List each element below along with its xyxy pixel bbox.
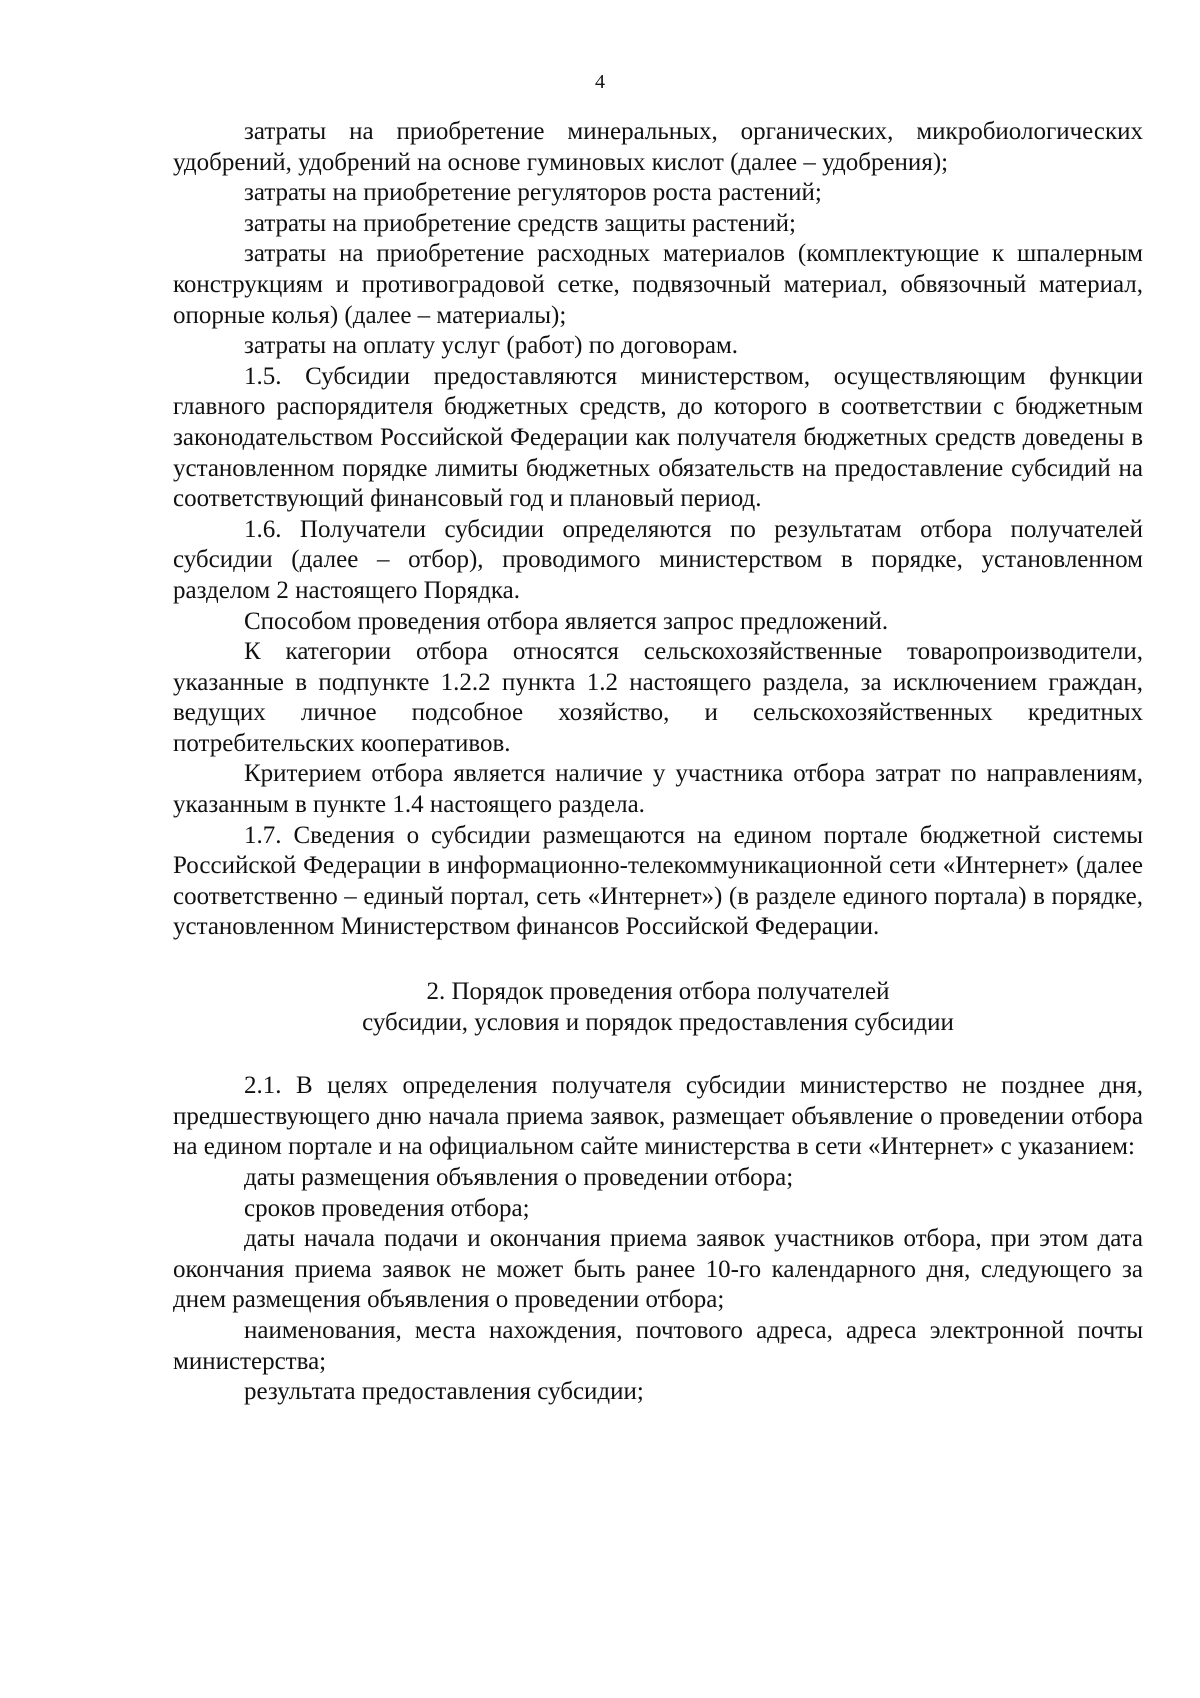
paragraph-plant-protection-costs: затраты на приобретение средств защиты растений; <box>244 209 796 237</box>
list-item-ministry-contacts: наименования, места нахождения, почтового адреса, адреса электронной почты министерства; <box>173 1316 1143 1375</box>
paragraph-1-6: 1.6. Получатели субсидии определяются по результатам отбора получателей субсидии (далее – отбор), проводимого министерством в порядке, установленном разделом 2 настоящего Порядка. <box>173 515 1143 604</box>
section-2-heading-line-1: 2. Порядок проведения отбора получателей <box>426 978 890 1006</box>
section-2-heading <box>173 977 1143 1038</box>
list-item-selection-terms: сроков проведения отбора; <box>244 1194 530 1222</box>
document-body <box>173 117 1143 1408</box>
paragraph-services-costs: затраты на оплату услуг (работ) по договорам. <box>244 332 739 360</box>
paragraph-1-7: 1.7. Сведения о субсидии размещаются на едином портале бюджетной системы Российской Федерации в информационно-телекоммуникационной сети «Интернет» (далее соответственно – единый портал, сеть «Интернет») (в разделе единого портала) в порядке, установленном Министерством финансов Российской Федерации. <box>173 821 1143 941</box>
paragraph-selection-criterion: Критерием отбора является наличие у участника отбора затрат по направлениям, указанным в пункте 1.4 настоящего раздела. <box>173 760 1143 819</box>
paragraph-materials-costs: затраты на приобретение расходных материалов (комплектующие к шпалерным конструкциям и противоградовой сетке, подвязочный материал, обвязочный материал, опорные колья) (далее – материалы); <box>173 240 1143 329</box>
paragraph-selection-method: Способом проведения отбора является запрос предложений. <box>244 607 889 635</box>
paragraph-fertilizer-costs: затраты на приобретение минеральных, органических, микробиологических удобрений, удобрений на основе гуминовых кислот (далее – удобрения); <box>173 118 1143 176</box>
list-item-announcement-date: даты размещения объявления о проведении отбора; <box>244 1164 794 1191</box>
list-item-application-dates: даты начала подачи и окончания приема заявок участников отбора, при этом дата окончания приема заявок не может быть ранее 10-го календарного дня, следующего за днем размещения объявления о проведении отбора; <box>173 1225 1143 1314</box>
paragraph-1-5: 1.5. Субсидии предоставляются министерством, осуществляющим функции главного распорядителя бюджетных средств, до которого в соответствии с бюджетным законодательством Российской Федерации как получателя бюджетных средств доведены в установленном порядке лимиты бюджетных обязательств на предоставление субсидий на соответствующий финансовый год и плановый период. <box>173 362 1143 513</box>
page-number: 4 <box>595 71 605 93</box>
paragraph-2-1: 2.1. В целях определения получателя субсидии министерство не позднее дня, предшествующего дню начала приема заявок, размещает объявление о проведении отбора на едином портале и на официальном сайте министерства в сети «Интернет» с указанием: <box>173 1072 1143 1161</box>
paragraph-growth-regulators-costs: затраты на приобретение регуляторов роста растений; <box>244 179 822 207</box>
section-2-heading-line-2: субсидии, условия и порядок предоставления субсидии <box>362 1008 954 1036</box>
paragraph-selection-category: К категории отбора относятся сельскохозяйственные товаропроизводители, указанные в подпункте 1.2.2 пункта 1.2 настоящего раздела, за исключением граждан, ведущих личное подсобное хозяйство, и сельскохозяйственных кредитных потребительских кооперативов. <box>173 638 1143 757</box>
list-item-subsidy-result: результата предоставления субсидии; <box>244 1378 644 1406</box>
